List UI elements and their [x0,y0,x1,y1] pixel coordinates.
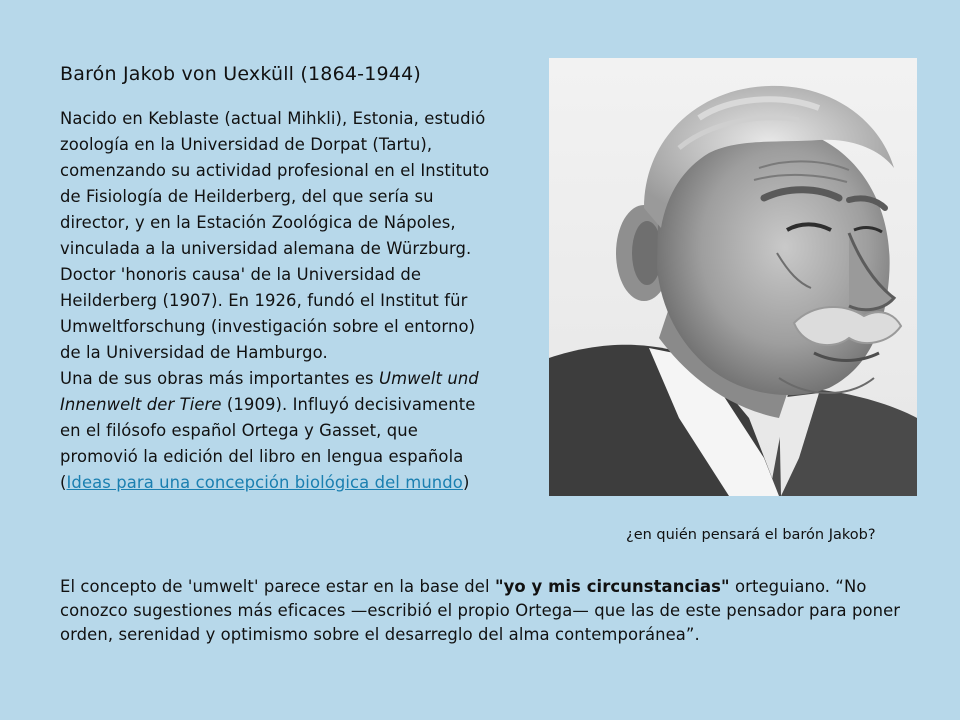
umwelt-intro-text: El concepto de 'umwelt' parece estar en la base del [60,577,495,596]
portrait-illustration [549,58,917,496]
biography-text [60,106,492,496]
circumstances-quote: "yo y mis circunstancias" [494,577,730,596]
biography-paragraph-1: Nacido en Keblaste (actual Mihkli), Estonia, estudió zoología en la Universidad de Dorpat (Tartu), comenzando su actividad profesional en el Instituto de Fisiología de Heilderberg, del que sería su director, y en la Estación Zoológica de Nápoles, vinculada a la universidad alemana de Würzburg. Doctor 'honoris causa' de la Universidad de Heilderberg (1907). En 1926, fundó el Institut für Umweltforschung (investigación sobre el entorno) de la Universidad de Hamburgo. [60,109,490,362]
page-title: Barón Jakob von Uexküll (1864-1944) [60,63,421,85]
book-link[interactable]: Ideas para una concepción biológica del mundo [66,473,463,492]
ortega-quote-text: orteguiano. “No conozco sugestiones más eficaces —escribió el propio Ortega— que las de este pensador para poner orden, serenidad y optimismo sobre el desarreglo del alma contemporánea”. [60,577,901,644]
closing-paren: ) [462,473,470,492]
book-title: Umwelt und Innenwelt der Tiere [60,369,479,414]
works-intro-text: Una de sus obras más importantes es [60,369,379,388]
portrait-photo [549,58,917,496]
umwelt-paragraph [60,575,920,647]
photo-caption: ¿en quién pensará el barón Jakob? [626,527,876,543]
influence-text: (1909). Influyó decisivamente en el filósofo español Ortega y Gasset, que promovió la edición del libro en lengua española ( [60,395,476,492]
biography-paragraph-2 [60,366,492,496]
